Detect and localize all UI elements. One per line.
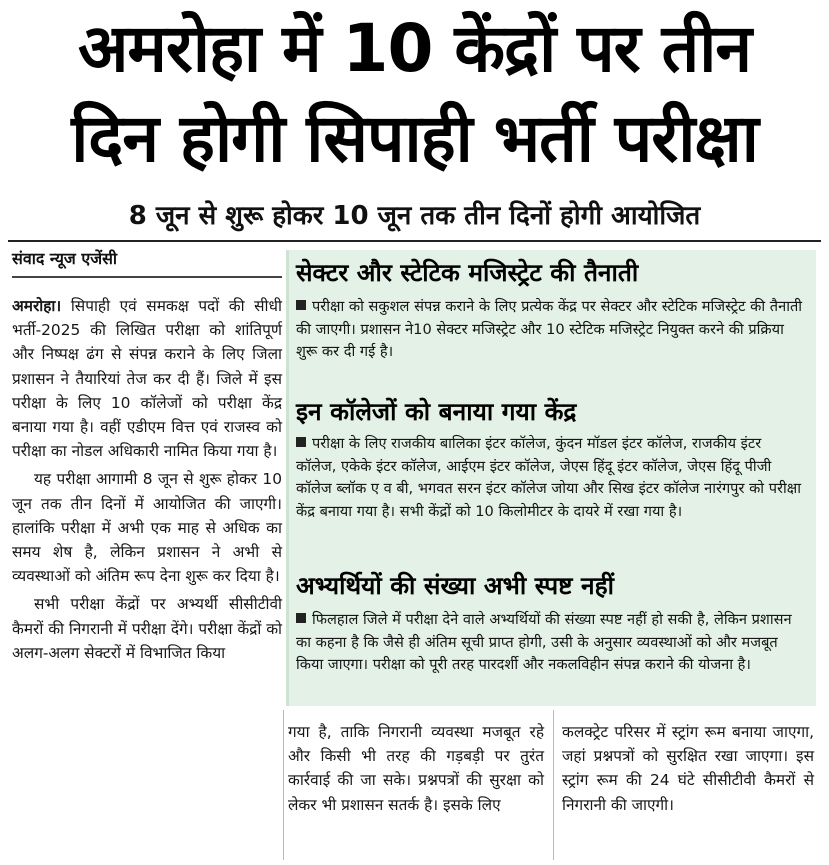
subheadline: 8 जून से शुरू होकर 10 जून तक तीन दिनों होगी आयोजित	[128, 201, 701, 231]
section-bullet-candidates	[296, 609, 804, 677]
section-title-centres: इन कॉलेजों को बनाया गया केंद्र	[296, 397, 577, 426]
byline: संवाद न्यूज एजेंसी	[12, 249, 118, 268]
paragraph-3: सभी परीक्षा केंद्रों पर अभ्यर्थी सीसीटीवी कैमरों की निगरानी में परीक्षा देंगे। परीक्षा केंद्रों को अलग-अलग सेक्टरों में विभाजित किया	[12, 595, 282, 662]
section-title-magistrates: सेक्टर और स्टेटिक मजिस्ट्रेट की तैनाती	[296, 258, 639, 287]
column-divider	[283, 710, 284, 860]
paragraph-2: यह परीक्षा आगामी 8 जून से शुरू होकर 10 जून तक तीन दिनों में आयोजित की जाएगी। हालांकि परीक्षा में अभी एक माह से अधिक का समय शेष है, लेकिन प्रशासन ने अभी से व्यवस्थाओं को अंतिम रूप देना शुरू कर दिया है।	[12, 470, 282, 586]
headline-line-2: दिन होगी सिपाही भर्ती परीक्षा	[71, 100, 758, 177]
column-divider	[553, 710, 554, 860]
byline-rule	[12, 276, 282, 278]
article-column-1	[12, 294, 282, 665]
dateline: अमरोहा।	[12, 297, 62, 315]
paragraph-4: गया है, ताकि निगरानी व्यवस्था मजबूत रहे और किसी भी तरह की गड़बड़ी पर तुरंत कार्रवाई की जा सके। प्रश्नपत्रों की सुरक्षा को लेकर भी प्रशासन सतर्क है। इसके लिए	[288, 723, 544, 814]
section-title-candidates: अभ्यर्थियों की संख्या अभी स्पष्ट नहीं	[296, 571, 614, 600]
article-column-2	[288, 720, 544, 817]
paragraph-5: कलक्ट्रेट परिसर में स्ट्रांग रूम बनाया जाएगा, जहां प्रश्नपत्रों को सुरक्षित रखा जाएगा। इस स्ट्रांग रूम की 24 घंटे सीसीटीवी कैमरों से निगरानी की जाएगी।	[562, 723, 814, 814]
header-rule	[8, 240, 821, 242]
square-bullet-icon	[296, 437, 306, 447]
paragraph-1	[12, 294, 282, 463]
section-text-magistrates: परीक्षा को सकुशल संपन्न कराने के लिए प्रत्येक केंद्र पर सेक्टर और स्टेटिक मजिस्ट्रेट की तैनाती की जाएगी। प्रशासन ने10 सेक्टर मजिस्ट्रेट और 10 स्टेटिक मजिस्ट्रेट नियुक्त करने की प्रक्रिया शुरू कर दी गई है।	[296, 298, 803, 360]
headline	[0, 4, 829, 184]
square-bullet-icon	[296, 300, 306, 310]
article-column-3	[562, 720, 814, 817]
section-bullet-centres	[296, 433, 804, 523]
paragraph-1-text: सिपाही एवं समकक्ष पदों की सीधी भर्ती-2025 की लिखित परीक्षा को शांतिपूर्ण और निष्पक्ष ढंग से संपन्न कराने के लिए जिला प्रशासन ने तैयारियां तेज कर दी हैं। जिले में इस परीक्षा के लिए 10 कॉलेजों को परीक्षा केंद्र बनाया गया है। वहीं एडीएम वित्त एवं राजस्व को परीक्षा का नोडल अधिकारी नामित किया गया है।	[12, 297, 282, 461]
section-text-centres: परीक्षा के लिए राजकीय बालिका इंटर कॉलेज, कुंदन मॉडल इंटर कॉलेज, राजकीय इंटर कॉलेज, एकेके इंटर कॉलेज, आईएम इंटर कॉलेज, जेएस हिंदू इंटर कॉलेज, जेएस हिंदू पीजी कॉलेज ब्लॉक ए व बी, भगवत सरन इंटर कॉलेज जोया और सिख इंटर कॉलेज नारंगपुर को परीक्षा केंद्र बनाया गया है। सभी केंद्रों को 10 किलोमीटर के दायरे में रखा गया है।	[296, 435, 801, 520]
section-text-candidates: फिलहाल जिले में परीक्षा देने वाले अभ्यर्थियों की संख्या स्पष्ट नहीं हो सकी है, लेकिन प्रशासन का कहना है कि जैसे ही अंतिम सूची प्राप्त होगी, उसी के अनुसार व्यवस्थाओं को और मजबूत किया जाएगा। परीक्षा को पूरी तरह पारदर्शी और नकलविहीन संपन्न कराने की योजना है।	[296, 611, 792, 673]
headline-line-1: अमरोहा में 10 केंद्रों पर तीन	[78, 10, 751, 87]
section-bullet-magistrates	[296, 296, 804, 364]
square-bullet-icon	[296, 613, 306, 623]
